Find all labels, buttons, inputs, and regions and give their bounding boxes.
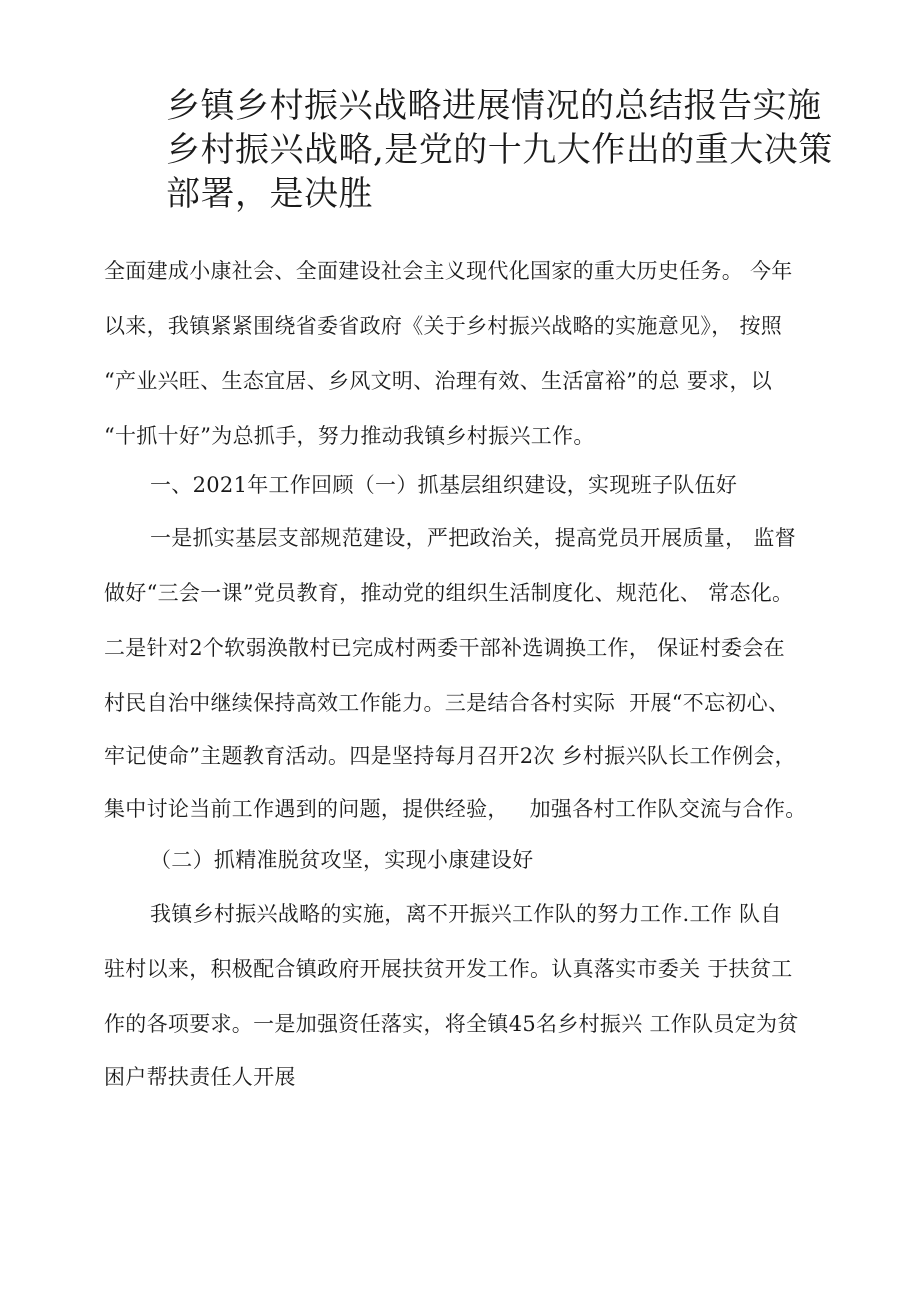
body-line: 我镇乡村振兴战略的实施，离不开振兴工作队的努力工作.工作 队自 [150,902,782,926]
body-line: 以来，我镇紧紧围绕省委省政府《关于乡村振兴战略的实施意见》， 按照 [104,314,783,338]
body-line: “产业兴旺、生态宜居、乡风文明、治理有效、生活富裕”的总 要求，以 [104,369,773,393]
body-line: 困户帮扶责任人开展 [104,1065,296,1089]
body-line: 全面建成小康社会、全面建设社会主义现代化国家的重大历史任务。 今年 [104,259,793,283]
body-line: 作的各项要求。一是加强资任落实，将全镇45名乡村振兴 工作队员定为贫 [104,1012,799,1036]
body-line: 做好“三会一课”党员教育，推动党的组织生活制度化、规范化、 常态化。 [104,581,794,605]
body-line: 二是针对2个软弱涣散村已完成村两委干部补选调换工作， 保证村委会在 [104,636,785,660]
body-line: 驻村以来，积极配合镇政府开展扶贫开发工作。认真落实市委关 于扶贫工 [104,957,793,981]
title-line-3: 部署，是决胜 [166,174,373,214]
document-title [166,84,846,216]
title-line-2: 乡村振兴战略,是党的十九大作出的重大决策 [166,130,833,170]
body-line: “十抓十好”为总抓手，努力推动我镇乡村振兴工作。 [104,424,595,448]
section-heading: 一、2021年工作回顾（一）抓基层组织建设，实现班子队伍好 [150,473,738,497]
body-line: 牢记使命”主题教育活动。四是坚持每月召开2次 乡村振兴队长工作例会， [104,744,796,768]
body-line: 集中讨论当前工作遇到的问题，提供经验， 加强各村工作队交流与合作。 [104,797,807,821]
body-line: 一是抓实基层支部规范建设，严把政治关，提高党员开展质量， 监督 [150,526,796,550]
body-line: 村民自治中继续保持高效工作能力。三是结合各村实际 开展“不忘初心、 [104,691,790,715]
section-heading: （二）抓精准脱贫攻坚，实现小康建设好 [150,848,534,872]
title-line-1: 乡镇乡村振兴战略进展情况的总结报告实施 [166,86,822,126]
